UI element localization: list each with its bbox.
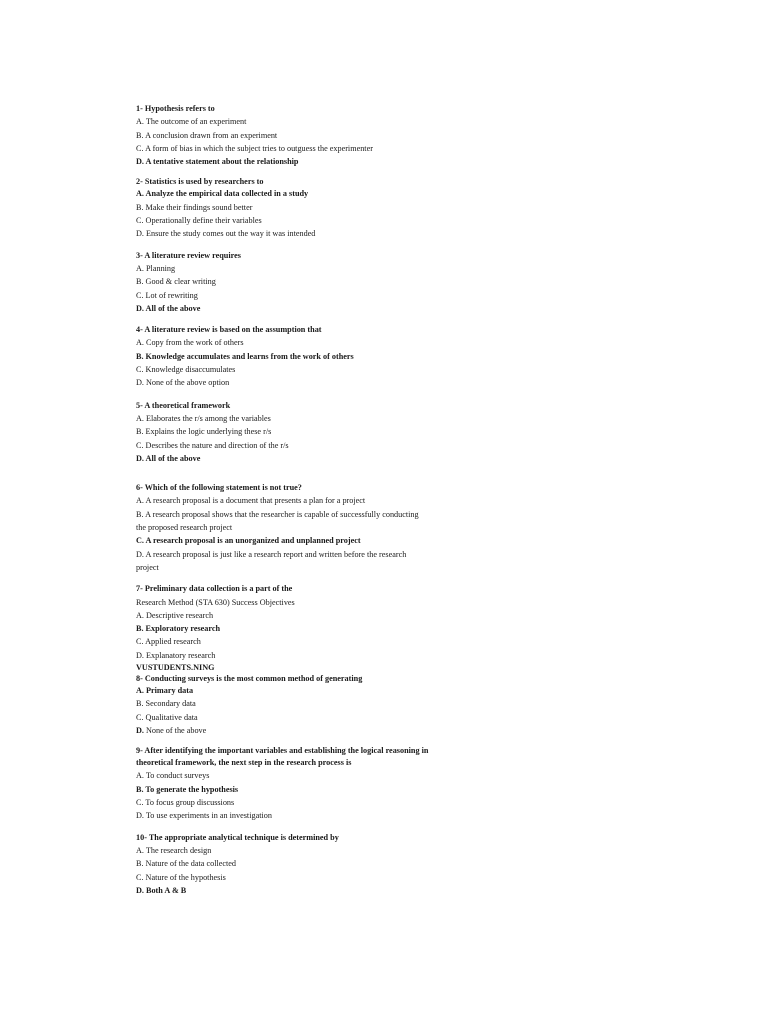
q4-option-a: A. Copy from the work of others — [136, 338, 244, 348]
q2-option-b: B. Make their findings sound better — [136, 202, 253, 212]
question-9-line1: 9- After identifying the important variables and establishing the logical reasoning in — [136, 746, 429, 756]
q9-option-b: B. To generate the hypothesis — [136, 784, 239, 794]
q8-option-d-letter: D. — [136, 725, 144, 735]
question-2: 2- Statistics is used by researchers to — [136, 177, 264, 187]
question-7: 7- Preliminary data collection is a part of the — [136, 584, 293, 594]
q7-option-b: B. Exploratory research — [136, 624, 221, 634]
q6-option-d-line1: D. A research proposal is just like a research report and written before the research — [136, 549, 407, 559]
q2-option-c: C. Operationally define their variables — [136, 216, 262, 226]
question-10: 10- The appropriate analytical technique is determined by — [136, 832, 339, 842]
document-page — [136, 102, 736, 897]
question-9-line2: theoretical framework, the next step in the research process is — [136, 758, 352, 768]
q9-option-d: D. To use experiments in an investigation — [136, 811, 272, 821]
question-5: 5- A theoretical framework — [136, 400, 231, 410]
q9-option-c: C. To focus group discussions — [136, 798, 235, 808]
q6-option-b-line2: the proposed research project — [136, 523, 233, 533]
q7-option-a: A. Descriptive research — [136, 610, 214, 620]
q10-option-b: B. Nature of the data collected — [136, 859, 237, 869]
q4-option-b: B. Knowledge accumulates and learns from the work of others — [136, 351, 354, 361]
q7-option-c: C. Applied research — [136, 637, 201, 647]
q8-option-d — [136, 724, 736, 737]
q5-option-d: D. All of the above — [136, 453, 201, 463]
question-8: 8- Conducting surveys is the most common method of generating — [136, 673, 363, 683]
question-3: 3- A literature review requires — [136, 250, 241, 260]
q5-option-b: B. Explains the logic underlying these r/s — [136, 427, 272, 437]
q2-option-a: A. Analyze the empirical data collected in a study — [136, 189, 309, 199]
q1-option-c: C. A form of bias in which the subject tries to outguess the experimenter — [136, 143, 373, 153]
q2-option-d: D. Ensure the study comes out the way it was intended — [136, 229, 316, 239]
q4-option-d: D. None of the above option — [136, 378, 230, 388]
q4-option-c: C. Knowledge disaccumulates — [136, 365, 236, 375]
q1-option-a: A. The outcome of an experiment — [136, 117, 247, 127]
q7-option-d: D. Explanatory research — [136, 650, 216, 660]
q6-option-a: A. A research proposal is a document that presents a plan for a project — [136, 496, 366, 506]
question-6: 6- Which of the following statement is not true? — [136, 483, 302, 493]
q6-option-d-line2: project — [136, 562, 159, 572]
q3-option-b: B. Good & clear writing — [136, 277, 216, 287]
q3-option-c: C. Lot of rewriting — [136, 290, 198, 300]
q10-option-d: D. Both A & B — [136, 885, 187, 895]
q6-option-c: C. A research proposal is an unorganized and unplanned project — [136, 536, 361, 546]
q1-option-d: D. A tentative statement about the relationship — [136, 157, 299, 167]
q3-option-a: A. Planning — [136, 263, 176, 273]
q6-option-b-line1: B. A research proposal shows that the researcher is capable of successfully conducting — [136, 509, 419, 519]
running-header: Research Method (STA 630) Success Objectives — [136, 597, 295, 607]
q5-option-c: C. Describes the nature and direction of the r/s — [136, 440, 289, 450]
q9-option-a: A. To conduct surveys — [136, 771, 210, 781]
question-4: 4- A literature review is based on the assumption that — [136, 325, 322, 335]
q1-option-b: B. A conclusion drawn from an experiment — [136, 130, 278, 140]
site-footer-mark: VUSTUDENTS.NING — [136, 662, 215, 672]
q5-option-a: A. Elaborates the r/s among the variables — [136, 413, 271, 423]
q8-option-b: B. Secondary data — [136, 699, 196, 709]
q8-option-c: C. Qualitative data — [136, 712, 198, 722]
q8-option-d-text: None of the above — [143, 725, 207, 735]
question-1: 1- Hypothesis refers to — [136, 104, 215, 113]
q3-option-d: D. All of the above — [136, 303, 201, 313]
q10-option-c: C. Nature of the hypothesis — [136, 872, 226, 882]
q8-option-a: A. Primary data — [136, 685, 194, 695]
q10-option-a: A. The research design — [136, 845, 212, 855]
